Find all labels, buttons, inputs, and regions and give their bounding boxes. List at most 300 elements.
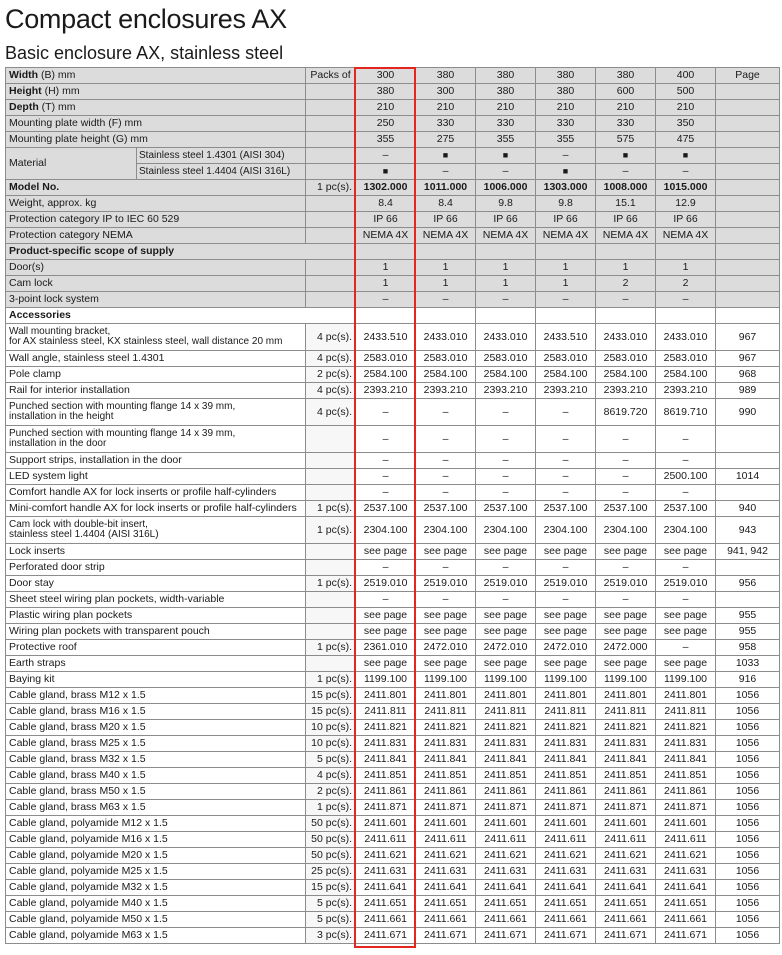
value-cell: 2433.510 <box>536 324 596 351</box>
value-cell: 2537.100 <box>416 501 476 517</box>
value-cell: 15.1 <box>596 196 656 212</box>
depth-unit-suffix: (T) mm <box>38 101 76 113</box>
accessory-label-line1: Comfort handle AX for lock inserts or profile half-cylinders <box>9 486 277 498</box>
value-cell: NEMA 4X <box>476 228 536 244</box>
value-cell: 380 <box>596 68 656 84</box>
material-type-label: Stainless steel 1.4404 (AISI 316L) <box>137 164 306 180</box>
value-cell: 2411.851 <box>356 768 416 784</box>
value-cell: 2583.010 <box>536 351 596 367</box>
value-cell: 2393.210 <box>356 383 416 399</box>
value-cell: 2411.601 <box>656 816 716 832</box>
value-cell: – <box>476 426 536 453</box>
value-cell: 1199.100 <box>476 672 536 688</box>
value-cell: – <box>356 592 416 608</box>
accessory-label <box>6 560 306 576</box>
empty-cell <box>306 148 356 164</box>
accessory-label-line1: Mini-comfort handle AX for lock inserts or profile half-cylinders <box>9 502 297 514</box>
empty-cell <box>306 276 356 292</box>
accessory-label <box>6 324 306 351</box>
value-cell: IP 66 <box>596 212 656 228</box>
value-cell: 1 <box>416 276 476 292</box>
value-cell: 2472.000 <box>596 640 656 656</box>
value-cell: 2411.801 <box>476 688 536 704</box>
accessory-page-ref: 943 <box>716 517 780 544</box>
accessory-label-line1: Support strips, installation in the door <box>9 454 182 466</box>
value-cell: 2472.010 <box>416 640 476 656</box>
empty-cell <box>416 244 476 260</box>
empty-cell <box>476 244 536 260</box>
value-cell: – <box>536 592 596 608</box>
empty-cell <box>306 116 356 132</box>
value-cell: 210 <box>536 100 596 116</box>
value-cell: 2361.010 <box>356 640 416 656</box>
accessory-label <box>6 351 306 367</box>
empty-cell <box>656 308 716 324</box>
value-cell: 2411.641 <box>476 880 536 896</box>
accessory-label-line1: Wall angle, stainless steel 1.4301 <box>9 352 165 364</box>
accessory-label-line1: Cable gland, polyamide M25 x 1.5 <box>9 865 168 877</box>
accessory-row <box>6 324 780 351</box>
value-cell: 330 <box>476 116 536 132</box>
value-cell: 2411.811 <box>656 704 716 720</box>
spec-table <box>5 67 780 944</box>
value-cell: – <box>656 453 716 469</box>
value-cell: 2537.100 <box>596 501 656 517</box>
empty-cell <box>716 260 780 276</box>
value-cell: 2584.100 <box>596 367 656 383</box>
accessory-label <box>6 816 306 832</box>
empty-cell <box>306 212 356 228</box>
value-cell: 2584.100 <box>416 367 476 383</box>
value-cell: 8619.710 <box>656 399 716 426</box>
accessory-pack-unit <box>306 592 356 608</box>
value-cell: 380 <box>416 68 476 84</box>
value-cell: 2411.841 <box>476 752 536 768</box>
accessory-pack-unit: 50 pc(s). <box>306 832 356 848</box>
value-cell: 2411.831 <box>476 736 536 752</box>
accessory-pack-unit: 3 pc(s). <box>306 928 356 944</box>
value-cell: 2411.871 <box>356 800 416 816</box>
accessory-page-ref: 1056 <box>716 912 780 928</box>
value-cell: NEMA 4X <box>656 228 716 244</box>
value-cell: – <box>476 164 536 180</box>
value-cell: 2411.621 <box>356 848 416 864</box>
value-cell: 2433.010 <box>476 324 536 351</box>
height-label: Height <box>9 85 42 97</box>
value-cell: – <box>656 592 716 608</box>
value-cell: 2411.671 <box>416 928 476 944</box>
scope-row <box>6 276 780 292</box>
accessory-pack-unit: 5 pc(s). <box>306 752 356 768</box>
accessory-row <box>6 453 780 469</box>
value-cell: 600 <box>596 84 656 100</box>
accessory-page-ref: 989 <box>716 383 780 399</box>
accessory-page-ref: 1056 <box>716 752 780 768</box>
value-cell: 575 <box>596 132 656 148</box>
accessory-pack-unit: 15 pc(s). <box>306 880 356 896</box>
value-cell: 330 <box>416 116 476 132</box>
value-cell: 2411.651 <box>476 896 536 912</box>
value-cell: IP 66 <box>356 212 416 228</box>
value-cell: – <box>416 485 476 501</box>
value-cell: – <box>476 453 536 469</box>
value-cell: 2519.010 <box>416 576 476 592</box>
value-cell: 2411.821 <box>656 720 716 736</box>
accessory-label-line1: Baying kit <box>9 673 55 685</box>
value-cell: 8.4 <box>356 196 416 212</box>
value-cell: 330 <box>596 116 656 132</box>
accessory-label <box>6 576 306 592</box>
accessory-page-ref <box>716 560 780 576</box>
empty-cell <box>716 228 780 244</box>
accessory-label-line2: stainless steel 1.4404 (AISI 316L) <box>9 529 159 540</box>
accessory-page-ref: 1056 <box>716 800 780 816</box>
accessory-label <box>6 453 306 469</box>
value-cell: see page <box>416 624 476 640</box>
value-cell: 210 <box>356 100 416 116</box>
accessory-pack-unit: 1 pc(s). <box>306 517 356 544</box>
accessory-row <box>6 485 780 501</box>
accessory-label <box>6 469 306 485</box>
value-cell: ■ <box>656 148 716 164</box>
value-cell: – <box>596 592 656 608</box>
header-label-mp_height: Mounting plate height (G) mm <box>6 132 306 148</box>
accessory-row <box>6 896 780 912</box>
value-cell: 1 <box>416 260 476 276</box>
material-row <box>6 148 780 164</box>
value-cell: 2411.871 <box>536 800 596 816</box>
accessory-row <box>6 544 780 560</box>
value-cell: 2411.611 <box>656 832 716 848</box>
accessory-pack-unit <box>306 656 356 672</box>
value-cell: 2411.861 <box>356 784 416 800</box>
accessory-page-ref: 1056 <box>716 832 780 848</box>
value-cell: – <box>356 485 416 501</box>
accessory-row <box>6 469 780 485</box>
value-cell: 2411.831 <box>536 736 596 752</box>
value-cell: see page <box>596 544 656 560</box>
accessory-row <box>6 608 780 624</box>
value-cell: 9.8 <box>476 196 536 212</box>
value-cell: – <box>536 292 596 308</box>
accessory-pack-unit: 1 pc(s). <box>306 640 356 656</box>
accessory-row <box>6 640 780 656</box>
value-cell: 2411.821 <box>416 720 476 736</box>
value-cell: 2537.100 <box>536 501 596 517</box>
accessory-page-ref <box>716 453 780 469</box>
value-cell: 2411.651 <box>416 896 476 912</box>
value-cell: 1 <box>536 276 596 292</box>
accessory-page-ref: 955 <box>716 624 780 640</box>
empty-cell <box>716 84 780 100</box>
model-number-label: Model No. <box>6 180 306 196</box>
accessory-label <box>6 501 306 517</box>
accessory-row <box>6 816 780 832</box>
value-cell: 2411.661 <box>536 912 596 928</box>
value-cell: – <box>536 485 596 501</box>
accessory-page-ref <box>716 592 780 608</box>
value-cell: 2411.801 <box>536 688 596 704</box>
value-cell: 2519.010 <box>536 576 596 592</box>
value-cell: 2411.621 <box>656 848 716 864</box>
accessories-heading: Accessories <box>6 308 356 324</box>
value-cell: 1199.100 <box>596 672 656 688</box>
value-cell: 2411.801 <box>656 688 716 704</box>
empty-cell <box>716 116 780 132</box>
accessory-row <box>6 880 780 896</box>
value-cell: 210 <box>656 100 716 116</box>
value-cell: 2411.631 <box>656 864 716 880</box>
accessory-label <box>6 784 306 800</box>
value-cell: 2411.661 <box>596 912 656 928</box>
value-cell: – <box>596 292 656 308</box>
empty-cell <box>716 164 780 180</box>
accessory-page-ref <box>716 485 780 501</box>
value-cell: 2411.811 <box>536 704 596 720</box>
value-cell: IP 66 <box>656 212 716 228</box>
value-cell: – <box>476 485 536 501</box>
accessory-pack-unit: 1 pc(s). <box>306 672 356 688</box>
header-label-mp_width: Mounting plate width (F) mm <box>6 116 306 132</box>
scope-label: Door(s) <box>6 260 306 276</box>
accessory-label-line1: Wiring plan pockets with transparent pouch <box>9 625 210 637</box>
accessory-label <box>6 864 306 880</box>
page-header: Page <box>716 68 780 84</box>
accessory-page-ref: 1033 <box>716 656 780 672</box>
value-cell: 2537.100 <box>656 501 716 517</box>
accessory-row <box>6 832 780 848</box>
value-cell: – <box>536 426 596 453</box>
accessory-row <box>6 367 780 383</box>
accessory-row <box>6 928 780 944</box>
value-cell: 2304.100 <box>536 517 596 544</box>
value-cell: 2411.851 <box>656 768 716 784</box>
value-cell: 2584.100 <box>356 367 416 383</box>
accessory-page-ref: 955 <box>716 608 780 624</box>
value-cell: 2411.811 <box>596 704 656 720</box>
accessory-pack-unit: 4 pc(s). <box>306 351 356 367</box>
empty-cell <box>716 180 780 196</box>
empty-cell <box>716 276 780 292</box>
value-cell: see page <box>416 656 476 672</box>
value-cell: 2411.871 <box>596 800 656 816</box>
accessory-pack-unit: 1 pc(s). <box>306 800 356 816</box>
accessory-label-line1: Cable gland, polyamide M63 x 1.5 <box>9 929 168 941</box>
accessory-label-line1: Cable gland, brass M32 x 1.5 <box>9 753 146 765</box>
empty-cell <box>716 132 780 148</box>
value-cell: 2584.100 <box>536 367 596 383</box>
accessory-label <box>6 624 306 640</box>
value-cell: see page <box>656 656 716 672</box>
value-cell: 1015.000 <box>656 180 716 196</box>
accessory-row <box>6 656 780 672</box>
value-cell: 2411.861 <box>536 784 596 800</box>
value-cell: 2411.621 <box>476 848 536 864</box>
scope-row <box>6 292 780 308</box>
value-cell: IP 66 <box>416 212 476 228</box>
spec-table-body <box>6 68 780 944</box>
width-unit-suffix: (B) mm <box>38 69 76 81</box>
accessory-label-line1: Lock inserts <box>9 545 66 557</box>
value-cell: ■ <box>596 148 656 164</box>
accessory-pack-unit: 15 pc(s). <box>306 688 356 704</box>
accessory-row <box>6 501 780 517</box>
value-cell: 2393.210 <box>416 383 476 399</box>
value-cell: 1199.100 <box>536 672 596 688</box>
empty-cell <box>356 308 416 324</box>
value-cell: 2411.631 <box>596 864 656 880</box>
empty-cell <box>716 100 780 116</box>
value-cell: – <box>356 426 416 453</box>
accessory-row <box>6 912 780 928</box>
value-cell: 2411.831 <box>356 736 416 752</box>
value-cell: 2411.821 <box>356 720 416 736</box>
accessory-label-line1: Rail for interior installation <box>9 384 130 396</box>
value-cell: – <box>656 164 716 180</box>
spec-label: Protection category IP to IEC 60 529 <box>6 212 306 228</box>
value-cell: 2583.010 <box>656 351 716 367</box>
accessory-pack-unit: 10 pc(s). <box>306 720 356 736</box>
value-cell: see page <box>476 656 536 672</box>
empty-cell <box>306 132 356 148</box>
spec-row <box>6 196 780 212</box>
value-cell: see page <box>656 624 716 640</box>
accessory-page-ref: 1056 <box>716 848 780 864</box>
spec-label: Protection category NEMA <box>6 228 306 244</box>
empty-cell <box>306 228 356 244</box>
value-cell: see page <box>656 544 716 560</box>
value-cell: see page <box>596 624 656 640</box>
value-cell: 2411.651 <box>536 896 596 912</box>
empty-cell <box>716 148 780 164</box>
accessory-page-ref: 1056 <box>716 880 780 896</box>
accessory-row <box>6 624 780 640</box>
accessory-row <box>6 399 780 426</box>
value-cell: 2411.851 <box>476 768 536 784</box>
accessory-page-ref: 956 <box>716 576 780 592</box>
value-cell: 2411.801 <box>596 688 656 704</box>
accessory-label-line1: Cable gland, polyamide M12 x 1.5 <box>9 817 168 829</box>
accessory-page-ref: 967 <box>716 324 780 351</box>
section-heading-scope <box>6 244 780 260</box>
value-cell: 12.9 <box>656 196 716 212</box>
accessory-page-ref: 990 <box>716 399 780 426</box>
value-cell: – <box>596 426 656 453</box>
value-cell: 2433.010 <box>596 324 656 351</box>
empty-cell <box>416 308 476 324</box>
value-cell: 1199.100 <box>416 672 476 688</box>
width-label: Width <box>9 69 39 81</box>
header-row-height <box>6 84 780 100</box>
scope-label: Cam lock <box>6 276 306 292</box>
accessory-label-line1: Sheet steel wiring plan pockets, width-variable <box>9 593 225 605</box>
value-cell: NEMA 4X <box>596 228 656 244</box>
height-unit-suffix: (H) mm <box>41 85 80 97</box>
value-cell: 380 <box>476 84 536 100</box>
value-cell: 2433.010 <box>656 324 716 351</box>
value-cell: – <box>536 453 596 469</box>
value-cell: – <box>656 292 716 308</box>
page-title: Compact enclosures AX <box>5 4 287 34</box>
value-cell: 2411.661 <box>416 912 476 928</box>
value-cell: – <box>596 453 656 469</box>
accessory-label <box>6 517 306 544</box>
accessory-label-line1: Cable gland, polyamide M40 x 1.5 <box>9 897 168 909</box>
value-cell: – <box>476 399 536 426</box>
accessory-label <box>6 640 306 656</box>
accessory-pack-unit <box>306 426 356 453</box>
value-cell: 2500.100 <box>656 469 716 485</box>
value-cell: 1011.000 <box>416 180 476 196</box>
accessory-label-line1: Cable gland, brass M63 x 1.5 <box>9 801 146 813</box>
accessory-page-ref <box>716 426 780 453</box>
accessory-pack-unit: 2 pc(s). <box>306 784 356 800</box>
empty-cell <box>656 244 716 260</box>
value-cell: – <box>416 592 476 608</box>
accessory-pack-unit: 2 pc(s). <box>306 367 356 383</box>
accessory-label-line1: Plastic wiring plan pockets <box>9 609 133 621</box>
accessory-label-line1: Cable gland, polyamide M16 x 1.5 <box>9 833 168 845</box>
accessory-page-ref: 941, 942 <box>716 544 780 560</box>
accessory-row <box>6 672 780 688</box>
value-cell: 210 <box>596 100 656 116</box>
accessory-pack-unit <box>306 485 356 501</box>
accessory-label <box>6 912 306 928</box>
header-row-depth <box>6 100 780 116</box>
value-cell: 2584.100 <box>656 367 716 383</box>
value-cell: 2411.841 <box>536 752 596 768</box>
value-cell: 355 <box>476 132 536 148</box>
value-cell: 2304.100 <box>596 517 656 544</box>
accessory-label <box>6 928 306 944</box>
value-cell: 2411.861 <box>476 784 536 800</box>
accessory-row <box>6 351 780 367</box>
value-cell: see page <box>356 624 416 640</box>
value-cell: – <box>536 560 596 576</box>
accessory-page-ref: 967 <box>716 351 780 367</box>
value-cell: 2411.631 <box>476 864 536 880</box>
accessory-pack-unit: 5 pc(s). <box>306 912 356 928</box>
packs-of-header: Packs of <box>306 68 356 84</box>
value-cell: 500 <box>656 84 716 100</box>
empty-cell <box>306 196 356 212</box>
value-cell: 2 <box>596 276 656 292</box>
value-cell: 2411.621 <box>416 848 476 864</box>
value-cell: – <box>596 485 656 501</box>
accessory-label <box>6 426 306 453</box>
value-cell: 2411.801 <box>356 688 416 704</box>
value-cell: see page <box>356 608 416 624</box>
value-cell: 2304.100 <box>656 517 716 544</box>
accessory-label-line1: LED system light <box>9 470 88 482</box>
spec-row <box>6 212 780 228</box>
accessory-label <box>6 656 306 672</box>
value-cell: 1006.000 <box>476 180 536 196</box>
value-cell: 2433.510 <box>356 324 416 351</box>
value-cell: – <box>416 164 476 180</box>
empty-cell <box>476 308 536 324</box>
model-number-row <box>6 180 780 196</box>
value-cell: – <box>356 469 416 485</box>
value-cell: 2583.010 <box>596 351 656 367</box>
value-cell: 2411.671 <box>476 928 536 944</box>
value-cell: – <box>596 560 656 576</box>
value-cell: see page <box>596 656 656 672</box>
accessory-label-line1: Door stay <box>9 577 54 589</box>
accessory-label-line1: Wall mounting bracket, <box>9 325 111 337</box>
value-cell: – <box>656 485 716 501</box>
value-cell: 1 <box>356 276 416 292</box>
